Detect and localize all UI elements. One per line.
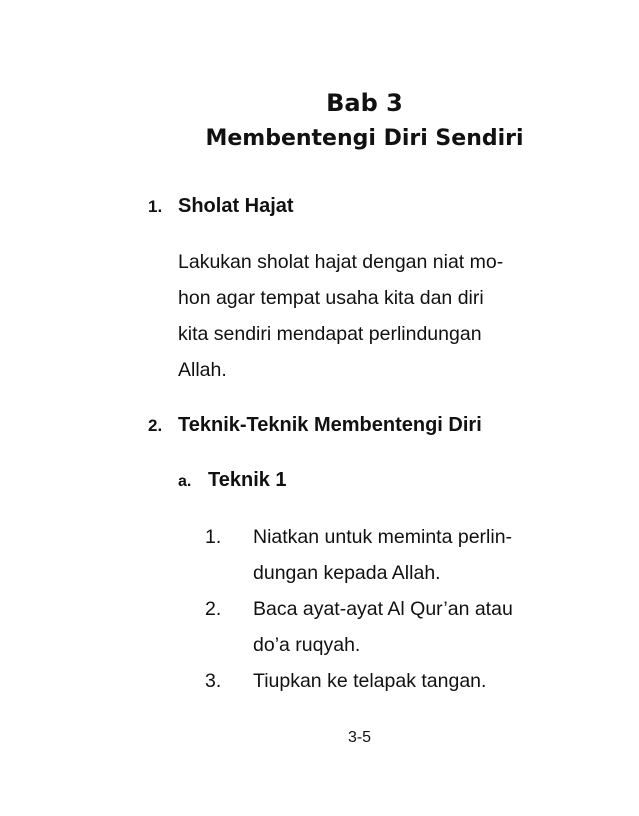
step-line: do’a ruqyah. — [253, 634, 361, 656]
subsection-number: a. — [178, 473, 192, 490]
section-heading-1 — [148, 193, 294, 220]
step-number: 1. — [205, 526, 222, 548]
list-item — [205, 591, 585, 663]
step-line: Tiupkan ke telapak tangan. — [253, 670, 487, 692]
step-line: Baca ayat-ayat Al Qur’an atau — [253, 598, 513, 620]
list-item — [205, 519, 585, 591]
chapter-title: Membentengi Diri Sendiri — [205, 126, 524, 151]
step-number: 2. — [205, 598, 222, 620]
paragraph-line: hon agar tempat usaha kita dan diri — [178, 287, 484, 309]
section-number: 2. — [148, 416, 163, 435]
step-line: dungan kepada Allah. — [253, 562, 441, 584]
step-line: Niatkan untuk meminta perlin- — [253, 526, 513, 548]
steps-list — [205, 519, 585, 699]
paragraph-line: Allah. — [178, 359, 227, 381]
paragraph-line: kita sendiri mendapat perlindungan — [178, 323, 482, 345]
chapter-label: Bab 3 — [326, 89, 403, 117]
section-1-paragraph — [178, 244, 578, 388]
paragraph-line: Lakukan sholat hajat dengan niat mo- — [178, 251, 504, 273]
section-heading-2 — [148, 412, 482, 439]
step-number: 3. — [205, 670, 222, 692]
list-item — [205, 663, 585, 699]
page-number: 3-5 — [347, 729, 372, 746]
section-title: Sholat Hajat — [178, 195, 294, 217]
subsection-heading — [178, 466, 287, 496]
section-title: Teknik-Teknik Membentengi Diri — [178, 414, 482, 436]
subsection-title: Teknik 1 — [208, 469, 287, 491]
section-number: 1. — [148, 197, 163, 216]
